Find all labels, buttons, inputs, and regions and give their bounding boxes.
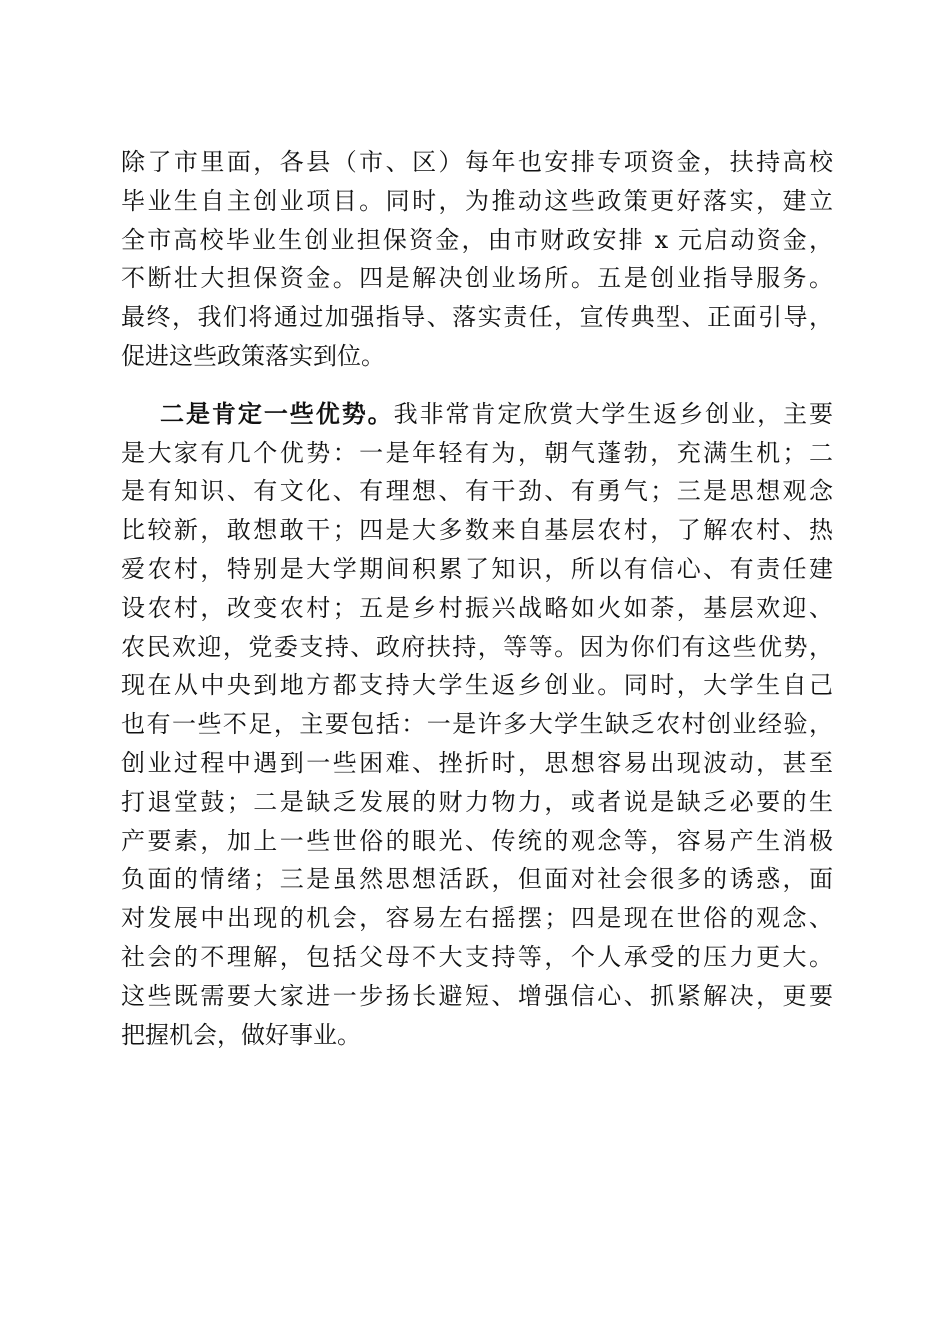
text-line: 全市高校毕业生创业担保资金，由市财政安排 x 元启动资金， — [121, 225, 833, 254]
paragraph-heading: 二是肯定一些优势。 — [160, 398, 394, 428]
paragraph-2 — [121, 395, 833, 1055]
text-line: 社会的不理解，包括父母不大支持等，个人承受的压力更大。 — [121, 942, 833, 971]
text-line: 打退堂鼓；二是缺乏发展的财力物力，或者说是缺乏必要的生 — [121, 787, 833, 816]
text-line: 是大家有几个优势：一是年轻有为，朝气蓬勃，充满生机；二 — [121, 438, 833, 467]
text-line: 比较新，敢想敢干；四是大多数来自基层农村，了解农村、热 — [121, 516, 833, 545]
text-line: 农民欢迎，党委支持、政府扶持，等等。因为你们有这些优势， — [121, 632, 833, 661]
text-line: 把握机会，做好事业。 — [121, 1020, 361, 1049]
text-line: 促进这些政策落实到位。 — [121, 341, 385, 370]
text-line: 现在从中央到地方都支持大学生返乡创业。同时，大学生自己 — [121, 671, 833, 700]
text-line: 设农村，改变农村；五是乡村振兴战略如火如荼，基层欢迎、 — [121, 593, 833, 622]
text-line: 负面的情绪；三是虽然思想活跃，但面对社会很多的诱惑，面 — [121, 865, 833, 894]
heading-line-rest: 我非常肯定欣赏大学生返乡创业，主要 — [393, 399, 833, 428]
text-line: 产要素，加上一些世俗的眼光、传统的观念等，容易产生消极 — [121, 826, 833, 855]
text-line: 这些既需要大家进一步扬长避短、增强信心、抓紧解决，更要 — [121, 981, 833, 1010]
paragraph-spacer — [121, 376, 833, 395]
text-line — [121, 395, 833, 434]
text-line: 是有知识、有文化、有理想、有干劲、有勇气；三是思想观念 — [121, 477, 833, 506]
text-line: 爱农村，特别是大学期间积累了知识，所以有信心、有责任建 — [121, 554, 833, 583]
text-line: 除了市里面，各县（市、区）每年也安排专项资金，扶持高校 — [121, 148, 833, 176]
text-line: 也有一些不足，主要包括：一是许多大学生缺乏农村创业经验， — [121, 710, 833, 739]
paragraph-1 — [121, 143, 833, 376]
text-line: 创业过程中遇到一些困难、挫折时，思想容易出现波动，甚至 — [121, 748, 833, 777]
text-line: 不断壮大担保资金。四是解决创业场所。五是创业指导服务。 — [121, 264, 833, 293]
text-line: 最终，我们将通过加强指导、落实责任，宣传典型、正面引导， — [121, 303, 833, 332]
text-line: 对发展中出现的机会，容易左右摇摆；四是现在世俗的观念、 — [121, 904, 833, 933]
text-line: 毕业生自主创业项目。同时，为推动这些政策更好落实，建立 — [121, 186, 833, 215]
document-body — [121, 143, 833, 1054]
